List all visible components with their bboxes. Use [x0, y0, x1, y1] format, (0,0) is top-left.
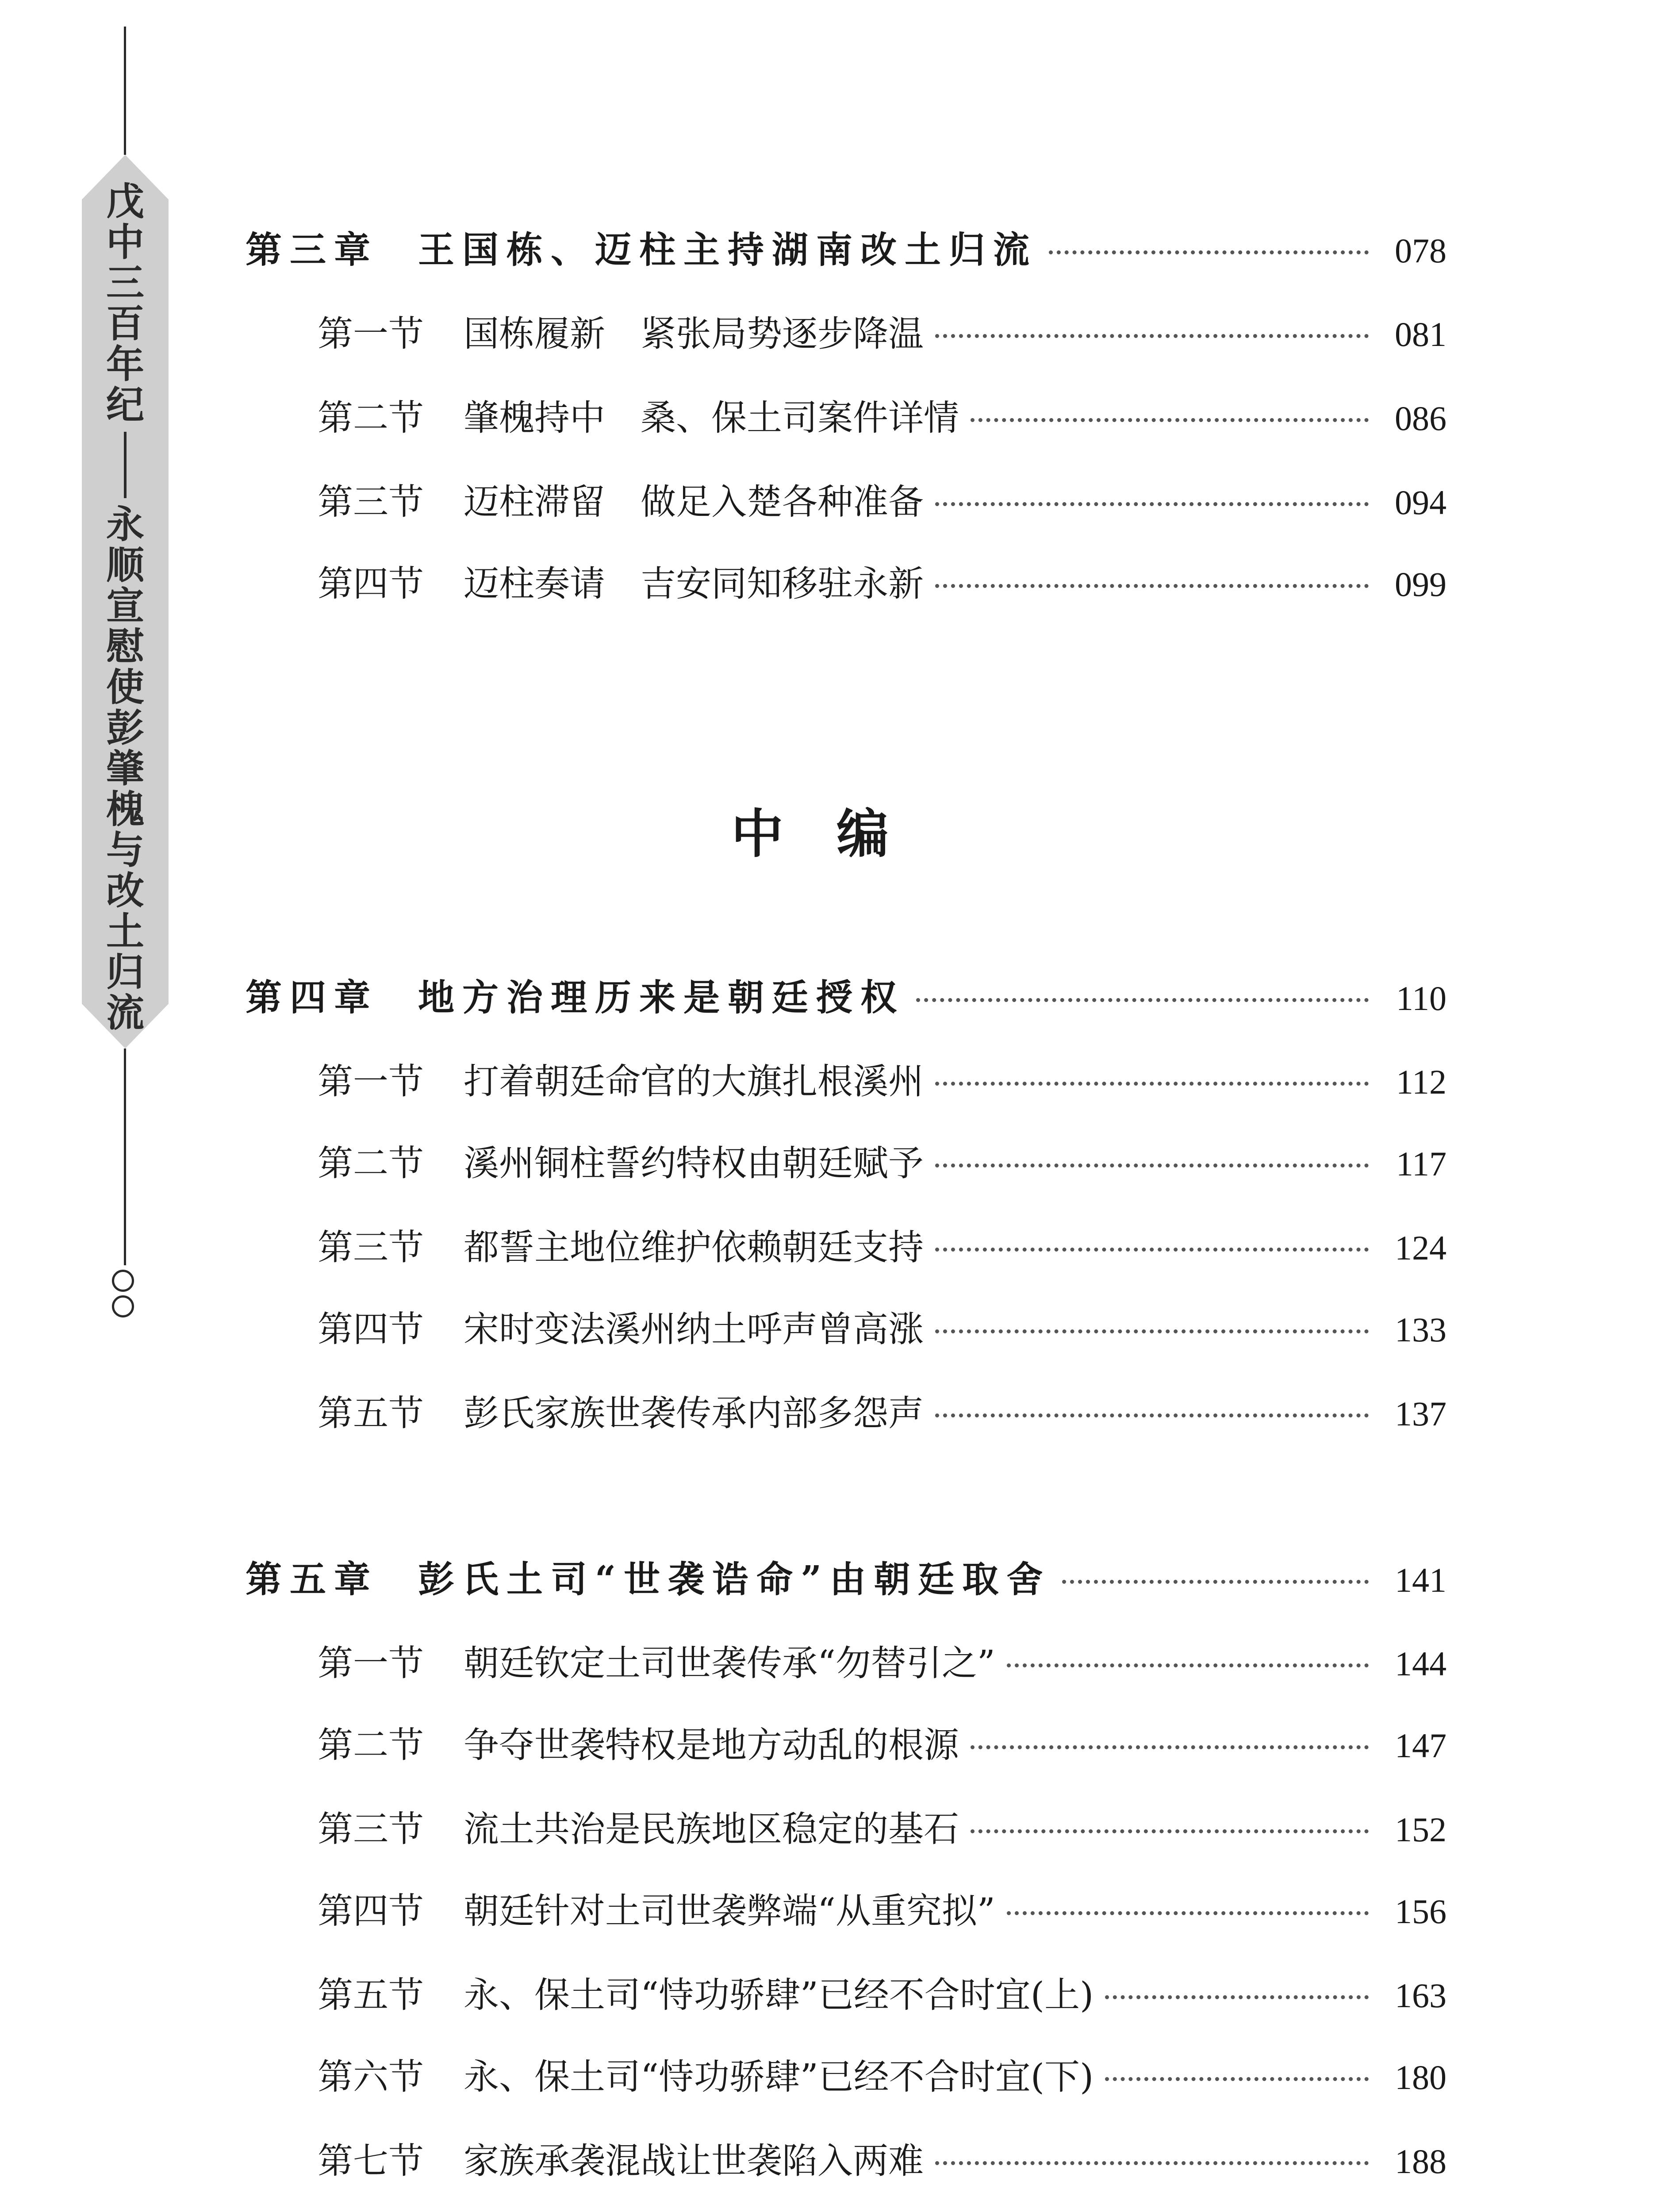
side-char: 宣 — [106, 584, 144, 628]
circle-ornament — [112, 1270, 134, 1292]
dot-leader — [1105, 1995, 1369, 1999]
section-title: 争夺世袭特权是地方动乱的根源 — [464, 1724, 959, 1766]
page-number: 094 — [1395, 483, 1447, 522]
page-number: 156 — [1395, 1892, 1447, 1931]
page-number: 188 — [1395, 2142, 1447, 2181]
side-running-title — [82, 181, 169, 1033]
toc-section[interactable] — [318, 2048, 1447, 2101]
section-title: 迈柱滞留 做足入楚各种准备 — [464, 481, 924, 522]
dot-leader — [935, 1248, 1369, 1252]
chapter-number: 第四章 — [246, 976, 379, 1019]
dot-leader — [971, 1829, 1369, 1833]
section-number: 第二节 — [318, 397, 424, 438]
section-title: 打着朝廷命官的大旗扎根溪州 — [464, 1061, 924, 1102]
toc-section[interactable] — [318, 1219, 1447, 1272]
section-number: 第五节 — [318, 1974, 424, 2016]
section-number: 第二节 — [318, 1724, 424, 1766]
side-char: 肇 — [106, 746, 144, 791]
section-number: 第六节 — [318, 2056, 424, 2097]
section-number: 第三节 — [318, 481, 424, 522]
section-number: 第一节 — [318, 1061, 424, 1102]
toc-section[interactable] — [318, 1717, 1447, 1770]
section-number: 第五节 — [318, 1393, 424, 1434]
page-number: 112 — [1396, 1063, 1447, 1101]
page-number: 137 — [1395, 1394, 1447, 1433]
side-char: 慰 — [106, 624, 144, 669]
section-number: 第一节 — [318, 313, 424, 354]
section-title: 迈柱奏请 吉安同知移驻永新 — [464, 563, 924, 604]
side-char: 槐 — [106, 787, 144, 832]
dot-leader — [935, 502, 1369, 506]
section-title: 彭氏家族世袭传承内部多怨声 — [464, 1393, 924, 1434]
side-char: 年 — [106, 342, 144, 387]
section-number: 第一节 — [318, 1643, 424, 1684]
section-title: 都誓主地位维护依赖朝廷支持 — [464, 1227, 924, 1268]
chapter-title: 地方治理历来是朝廷授权 — [418, 976, 905, 1019]
dot-leader — [935, 584, 1369, 588]
side-circles-ornament — [112, 1270, 134, 1321]
dot-leader — [935, 1082, 1369, 1086]
side-char: 使 — [106, 665, 144, 710]
part-heading: 中编 — [731, 803, 942, 864]
dot-leader — [1105, 2077, 1369, 2081]
side-char: 纪 — [106, 383, 144, 427]
section-number: 第四节 — [318, 1890, 424, 1932]
toc-chapter-5[interactable] — [246, 1551, 1447, 1604]
dot-leader — [1007, 1911, 1369, 1915]
section-title: 肇槐持中 桑、保土司案件详情 — [464, 397, 959, 438]
side-char: 彭 — [106, 706, 144, 750]
section-number: 第三节 — [318, 1227, 424, 1268]
chapter-title: 彭氏土司“世袭诰命”由朝廷取舍 — [418, 1558, 1051, 1601]
side-char: 改 — [106, 868, 144, 913]
section-title: 宋时变法溪州纳土呼声曾高涨 — [464, 1309, 924, 1350]
dot-leader — [1049, 250, 1369, 254]
page-number: 110 — [1396, 979, 1447, 1018]
dot-leader — [916, 998, 1369, 1002]
toc-section[interactable] — [318, 1635, 1447, 1688]
toc-chapter-4[interactable] — [246, 969, 1447, 1022]
page-number: 117 — [1396, 1144, 1447, 1183]
toc-section[interactable] — [318, 2132, 1447, 2185]
section-number: 第二节 — [318, 1143, 424, 1184]
side-char: 与 — [106, 828, 144, 872]
section-title: 家族承袭混战让世袭陷入两难 — [464, 2140, 924, 2181]
page-number: 081 — [1395, 315, 1447, 353]
page-number: 078 — [1395, 231, 1447, 270]
toc-section[interactable] — [318, 1966, 1447, 2020]
side-char: 中 — [106, 220, 144, 265]
section-title: 国栋履新 紧张局势逐步降温 — [464, 313, 924, 354]
side-char: 戊 — [106, 179, 144, 224]
dot-leader — [1007, 1663, 1369, 1667]
toc-section[interactable] — [318, 473, 1447, 526]
side-char: 流 — [106, 991, 144, 1035]
toc-section[interactable] — [318, 1385, 1447, 1438]
dot-leader — [1062, 1580, 1369, 1584]
section-number: 第七节 — [318, 2140, 424, 2181]
section-title: 朝廷钦定土司世袭传承“勿替引之” — [464, 1643, 995, 1684]
page-number: 086 — [1395, 399, 1447, 438]
side-rule-top — [124, 27, 126, 155]
page-number: 133 — [1395, 1310, 1447, 1349]
section-number: 第三节 — [318, 1809, 424, 1850]
toc-section[interactable] — [318, 1301, 1447, 1354]
page-number: 144 — [1395, 1644, 1447, 1683]
section-number: 第四节 — [318, 1309, 424, 1350]
side-char: 归 — [106, 950, 144, 995]
side-title-dash — [124, 432, 127, 498]
section-title: 溪州铜柱誓约特权由朝廷赋予 — [464, 1143, 924, 1184]
dot-leader — [935, 1329, 1369, 1333]
dot-leader — [935, 334, 1369, 338]
dot-leader — [935, 2161, 1369, 2165]
chapter-number: 第五章 — [246, 1558, 379, 1601]
page-number: 099 — [1395, 565, 1447, 603]
section-number: 第四节 — [318, 563, 424, 604]
dot-leader — [935, 1413, 1369, 1417]
dot-leader — [935, 1164, 1369, 1167]
toc-section[interactable] — [318, 1053, 1447, 1106]
page-number: 180 — [1395, 2058, 1447, 2097]
side-char: 百 — [106, 301, 144, 346]
toc-section[interactable] — [318, 305, 1447, 358]
dot-leader — [971, 418, 1369, 422]
side-char: 顺 — [106, 543, 144, 588]
section-title: 永、保土司“恃功骄肆”已经不合时宜(上) — [464, 1974, 1094, 2016]
circle-ornament — [112, 1295, 134, 1317]
page-number: 152 — [1395, 1810, 1447, 1849]
chapter-number: 第三章 — [246, 229, 379, 271]
toc-section[interactable] — [318, 555, 1447, 608]
toc-chapter-3[interactable] — [246, 221, 1447, 274]
side-char: 三 — [106, 261, 144, 305]
section-title: 朝廷针对土司世袭弊端“从重究拟” — [464, 1890, 995, 1932]
toc-section[interactable] — [318, 1882, 1447, 1936]
toc-section[interactable] — [318, 1135, 1447, 1188]
side-char: 永 — [106, 502, 144, 547]
side-char: 土 — [106, 909, 144, 954]
toc-section[interactable] — [318, 389, 1447, 442]
page-number: 124 — [1395, 1229, 1447, 1267]
chapter-title: 王国栋、迈柱主持湖南改土归流 — [418, 229, 1038, 271]
dot-leader — [971, 1745, 1369, 1749]
page-number: 141 — [1395, 1561, 1447, 1599]
toc-section[interactable] — [318, 1801, 1447, 1854]
page-number: 147 — [1395, 1726, 1447, 1765]
side-rule-bottom — [124, 1048, 126, 1265]
section-title: 永、保土司“恃功骄肆”已经不合时宜(下) — [464, 2056, 1094, 2097]
section-title: 流土共治是民族地区稳定的基石 — [464, 1809, 959, 1850]
page-number: 163 — [1395, 1976, 1447, 2015]
